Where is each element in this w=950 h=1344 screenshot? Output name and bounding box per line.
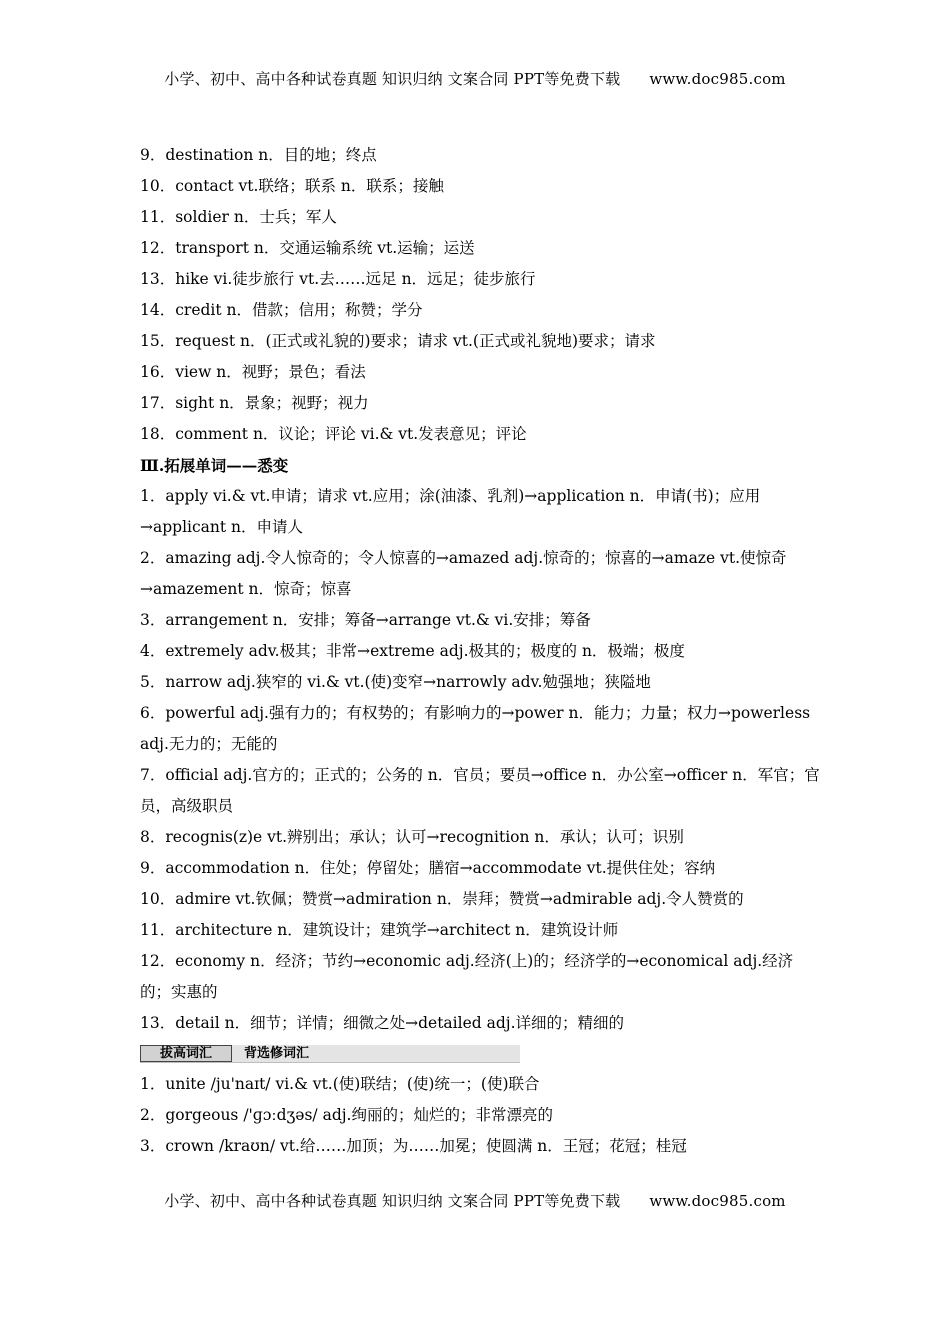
vocab-list-c bbox=[140, 1069, 820, 1162]
list-item: 13．hike vi.徒步旅行 vt.去……远足 n．远足；徒步旅行 bbox=[140, 270, 536, 288]
list-item: 11．soldier n．士兵；军人 bbox=[140, 208, 337, 226]
list-item: 17．sight n．景象；视野；视力 bbox=[140, 394, 369, 412]
list-item: 13．detail n．细节；详情；细微之处→detailed adj.详细的；精细的 bbox=[140, 1014, 624, 1032]
vocab-list-a bbox=[140, 140, 820, 450]
banner-label: 背选修词汇 bbox=[244, 1046, 310, 1061]
list-item: 6．powerful adj.强有力的；有权势的；有影响力的→power n．能力；力量；权力→powerless adj.无力的；无能的 bbox=[140, 704, 811, 753]
footer-title: 小学、初中、高中各种试卷真题 知识归纳 文案合同 PPT等免费下载 bbox=[164, 1192, 621, 1210]
header-site: www.doc985.com bbox=[649, 70, 786, 88]
list-item: 15．request n．(正式或礼貌的)要求；请求 vt.(正式或礼貌地)要求；请求 bbox=[140, 332, 656, 350]
list-item: 3．arrangement n．安排；筹备→arrange vt.& vi.安排；筹备 bbox=[140, 611, 591, 629]
list-item: 7．official adj.官方的；正式的；公务的 n．官员；要员→office n．办公室→officer n．军官；官员，高级职员 bbox=[140, 766, 820, 815]
list-item: 4．extremely adv.极其；非常→extreme adj.极其的；极度的 n．极端；极度 bbox=[140, 642, 685, 660]
list-item: 11．architecture n．建筑设计；建筑学→architect n．建筑设计师 bbox=[140, 921, 619, 939]
list-item: 10．admire vt.钦佩；赞赏→admiration n．崇拜；赞赏→admirable adj.令人赞赏的 bbox=[140, 890, 744, 908]
list-item: 12．transport n．交通运输系统 vt.运输；运送 bbox=[140, 239, 475, 257]
list-item: 5．narrow adj.狭窄的 vi.& vt.(使)变窄→narrowly adv.勉强地；狭隘地 bbox=[140, 673, 651, 691]
page-header bbox=[0, 68, 950, 89]
list-item: 9．destination n．目的地；终点 bbox=[140, 146, 377, 164]
list-item: 12．economy n．经济；节约→economic adj.经济(上)的；经济学的→economical adj.经济的；实惠的 bbox=[140, 952, 794, 1001]
list-item: 2．amazing adj.令人惊奇的；令人惊喜的→amazed adj.惊奇的；惊喜的→amaze vt.使惊奇→amazement n．惊奇；惊喜 bbox=[140, 549, 787, 598]
footer-site: www.doc985.com bbox=[649, 1192, 786, 1210]
document-body bbox=[140, 140, 820, 1162]
list-item: 1．unite /ju'naɪt/ vi.& vt.(使)联结；(使)统一；(使)联合 bbox=[140, 1075, 540, 1093]
header-title: 小学、初中、高中各种试卷真题 知识归纳 文案合同 PPT等免费下载 bbox=[164, 70, 621, 88]
list-item: 10．contact vt.联络；联系 n．联系；接触 bbox=[140, 177, 444, 195]
section-title: Ⅲ.拓展单词——悉变 bbox=[140, 456, 289, 475]
banner-box: 拔高词汇 bbox=[140, 1045, 232, 1062]
section-banner bbox=[140, 1045, 520, 1063]
list-item: 2．gorgeous /'ɡɔːdʒəs/ adj.绚丽的；灿烂的；非常漂亮的 bbox=[140, 1106, 553, 1124]
list-item: 14．credit n．借款；信用；称赞；学分 bbox=[140, 301, 423, 319]
list-item: 3．crown /kraʊn/ vt.给……加顶；为……加冕；使圆满 n．王冠；花冠；桂冠 bbox=[140, 1137, 687, 1155]
page-footer bbox=[0, 1190, 950, 1211]
list-item: 8．recognis(z)e vt.辨别出；承认；认可→recognition n．承认；认可；识别 bbox=[140, 828, 684, 846]
vocab-list-b bbox=[140, 481, 820, 1039]
list-item: 16．view n．视野；景色；看法 bbox=[140, 363, 366, 381]
list-item: 9．accommodation n．住处；停留处；膳宿→accommodate vt.提供住处；容纳 bbox=[140, 859, 716, 877]
list-item: 1．apply vi.& vt.申请；请求 vt.应用；涂(油漆、乳剂)→application n．申请(书)；应用→applicant n．申请人 bbox=[140, 487, 761, 536]
list-item: 18．comment n．议论；评论 vi.& vt.发表意见；评论 bbox=[140, 425, 527, 443]
